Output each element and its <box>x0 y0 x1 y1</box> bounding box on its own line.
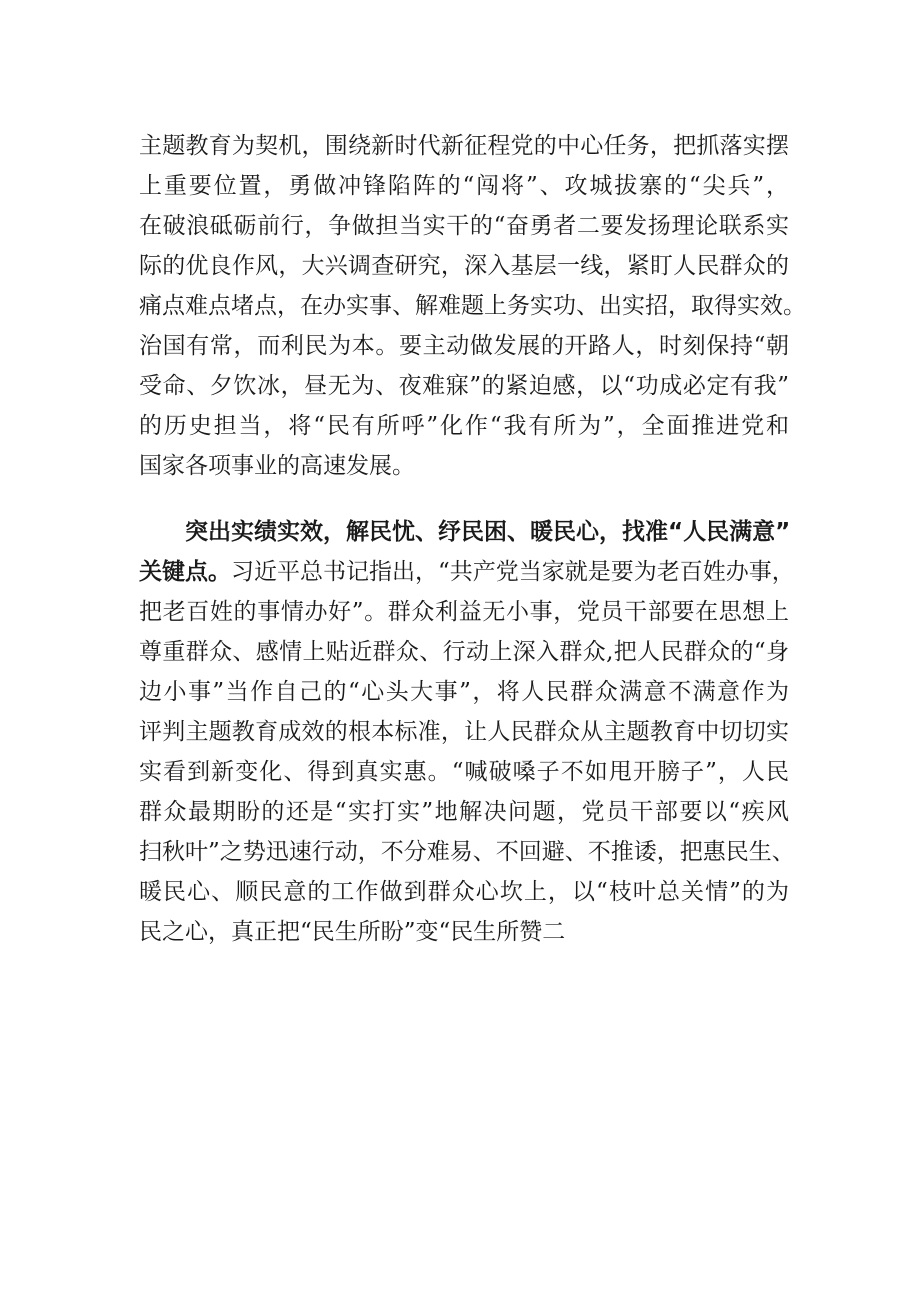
text-line: 尊重群众、感情上贴近群众、行动上深入群众,把人民群众的“身 <box>139 639 789 665</box>
text-line: 扫秋叶”之势迅速行动，不分难易、不回避、不推诿，把惠民生、 <box>139 839 795 865</box>
text-line: 受命、夕饮冰，昼无为、夜难寐”的紧迫感，以“功成必定有我” <box>139 373 789 399</box>
paragraph-heading-end: 关键点。 <box>139 559 231 585</box>
paragraph-heading: 突出实绩实效，解民忧、纾民困、暖民心，找准“人民满意” <box>185 519 791 545</box>
text-line: 痛点难点堵点，在办实事、解难题上务实功、出实招，取得实效。 <box>139 293 806 319</box>
text-line: 上重要位置，勇做冲锋陷阵的“闯将”、攻城拔寨的“尖兵”， <box>139 173 789 199</box>
text-line: 的历史担当，将“民有所呼”化作“我有所为”，全面推进党和 <box>139 413 789 439</box>
text-line: 主题教育为契机，围绕新时代新征程党的中心任务，把抓落实摆 <box>139 133 789 159</box>
text-line: 实看到新变化、得到真实惠。“喊破嗓子不如甩开膀子”，人民 <box>139 759 789 785</box>
text-line: 民之心，真正把“民生所盼”变“民生所赞二 <box>139 919 566 945</box>
text-line: 把老百姓的事情办好”。群众利益无小事，党员干部要在思想上 <box>139 599 789 625</box>
paragraph-2 <box>139 512 795 952</box>
text-line: 国家各项事业的高速发展。 <box>139 453 415 479</box>
text-line-rest: 习近平总书记指出，“共产党当家就是要为老百姓办事， <box>231 559 795 585</box>
text-line: 在破浪砥砺前行，争做担当实干的“奋勇者二要发扬理论联系实 <box>139 213 789 239</box>
text-line: 边小事”当作自己的“心头大事”，将人民群众满意不满意作为 <box>139 679 789 705</box>
text-line: 群众最期盼的还是“实打实”地解决问题，党员干部要以“疾风 <box>139 799 789 825</box>
text-line: 际的优良作风，大兴调查研究，深入基层一线，紧盯人民群众的 <box>139 253 789 279</box>
text-line: 评判主题教育成效的根本标准，让人民群众从主题教育中切切实 <box>139 719 789 745</box>
text-line: 暖民心、顺民意的工作做到群众心坎上，以“枝叶总关情”的为 <box>139 879 789 905</box>
text-line <box>139 552 795 592</box>
paragraph-1 <box>139 126 806 486</box>
text-line: 治国有常，而利民为本。要主动做发展的开路人，时刻保持“朝 <box>139 333 789 359</box>
